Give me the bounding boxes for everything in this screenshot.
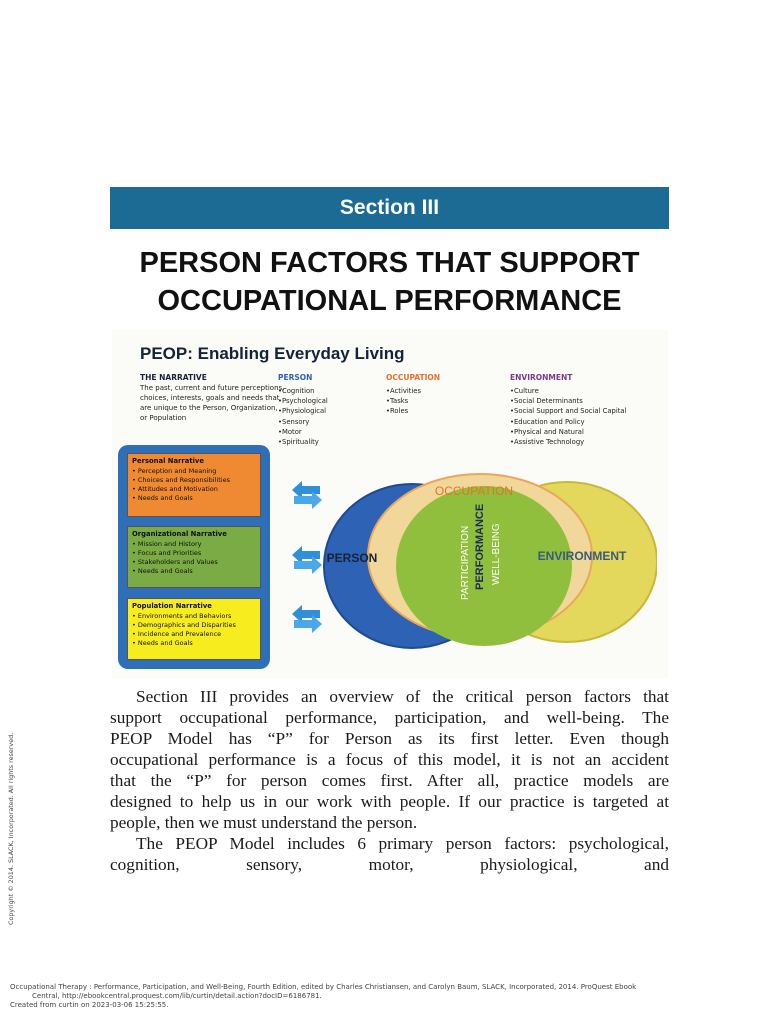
occupation-list: [386, 386, 421, 417]
organizational-narrative-list: [132, 540, 256, 576]
population-narrative-box: [127, 598, 261, 660]
list-item: •Education and Policy: [510, 417, 585, 426]
organizational-narrative-box: [127, 526, 261, 588]
person-list: [278, 386, 328, 447]
list-item: •Psychological: [278, 397, 328, 406]
body-line: PEOP Model has “P” for Person as its first letter. Even though: [110, 729, 669, 748]
side-copyright: [4, 732, 16, 925]
list-item: •Physiological: [278, 407, 327, 416]
personal-narrative-box: [127, 453, 261, 517]
personal-narrative-heading: Personal Narrative: [132, 457, 204, 465]
page-footer: [10, 983, 636, 1010]
venn-person-label: PERSON: [326, 551, 378, 565]
organizational-narrative-heading: Organizational Narrative: [132, 530, 227, 538]
body-line: that the “P” for person comes first. After all, practice models are: [110, 771, 669, 790]
body-line: cognition, sensory, motor, physiological, and: [110, 855, 669, 874]
peop-figure: [112, 330, 668, 678]
population-narrative-list: [132, 612, 256, 648]
venn-environment-label: ENVIRONMENT: [537, 549, 627, 563]
chapter-title-line-2: OCCUPATIONAL PERFORMANCE: [157, 285, 622, 317]
side-copyright-text: Copyright © 2014. SLACK, Incorporated. All rights reserved.: [7, 732, 15, 925]
list-item: •Social Determinants: [510, 397, 583, 406]
list-item: •Motor: [278, 427, 302, 436]
list-item: • Stakeholders and Values: [132, 558, 218, 566]
list-item: •Cognition: [278, 387, 315, 395]
list-item: •Physical and Natural: [510, 427, 584, 436]
footer-line: Occupational Therapy : Performance, Participation, and Well-Being, Fourth Edition, edited by Charles Christiansen, and Carolyn Baum, SLACK, Incorporated, 2014. ProQuest Ebook: [10, 983, 637, 991]
body-line: designed to help us in our work with people. If our practice is targeted at: [110, 792, 669, 811]
footer-line: Created from curtin on 2023-03-06 15:25:55.: [10, 1001, 169, 1009]
list-item: • Attitudes and Motivation: [132, 485, 218, 493]
list-item: •Spirituality: [278, 438, 319, 447]
list-item: • Demographics and Disparities: [132, 621, 236, 629]
list-item: • Needs and Goals: [132, 494, 193, 502]
environment-heading: ENVIRONMENT: [510, 373, 573, 382]
venn-participation-label: PARTICIPATION: [460, 525, 471, 600]
body-line: support occupational performance, participation, and well-being. The: [110, 708, 669, 727]
body-line: The PEOP Model includes 6 primary person factors: psychological,: [136, 834, 669, 853]
list-item: • Needs and Goals: [132, 567, 193, 575]
body-text: [110, 686, 669, 875]
list-item: • Choices and Responsibilities: [132, 476, 230, 484]
list-item: • Mission and History: [132, 540, 202, 548]
list-item: • Perception and Meaning: [132, 467, 217, 475]
chapter-title-line-1: PERSON FACTORS THAT SUPPORT: [139, 247, 640, 279]
population-narrative-heading: Population Narrative: [132, 602, 212, 610]
list-item: • Focus and Priorities: [132, 549, 202, 557]
figure-title: PEOP: Enabling Everyday Living: [140, 344, 405, 363]
section-banner: [110, 187, 669, 229]
section-label: Section III: [339, 196, 440, 219]
list-item: •Roles: [386, 407, 409, 416]
body-line: occupational performance is a focus of this model, it is not an accident: [110, 750, 669, 769]
narrative-text: The past, current and future perceptions, choices, interests, goals and needs that are unique to the Person, Organization, or Population: [140, 384, 285, 422]
list-item: •Culture: [510, 387, 539, 395]
list-item: •Activities: [386, 387, 422, 395]
peop-venn-diagram: [317, 470, 657, 670]
list-item: •Assistive Technology: [510, 438, 585, 447]
narrative-panel: [118, 445, 270, 669]
chapter-title: [110, 244, 669, 320]
venn-performance-label: PERFORMANCE: [474, 503, 486, 590]
list-item: • Incidence and Prevalence: [132, 630, 222, 638]
narrative-heading: THE NARRATIVE: [140, 373, 207, 382]
list-item: •Tasks: [386, 397, 409, 406]
footer-line: Central, http://ebookcentral.proquest.com/lib/curtin/detail.action?docID=6186781.: [32, 992, 322, 1000]
person-heading: PERSON: [278, 373, 313, 382]
list-item: •Social Support and Social Capital: [510, 407, 627, 416]
body-line: Section III provides an overview of the critical person factors that: [136, 687, 669, 706]
personal-narrative-list: [132, 467, 256, 503]
list-item: •Sensory: [278, 417, 310, 426]
list-item: • Needs and Goals: [132, 639, 193, 647]
venn-occupation-label: OCCUPATION: [434, 484, 514, 498]
list-item: • Environments and Behaviors: [132, 612, 232, 620]
venn-wellbeing-label: WELL-BEING: [491, 523, 502, 585]
body-line: people, then we must understand the person.: [110, 813, 418, 832]
occupation-heading: OCCUPATION: [386, 373, 441, 382]
environment-list: [510, 386, 626, 447]
